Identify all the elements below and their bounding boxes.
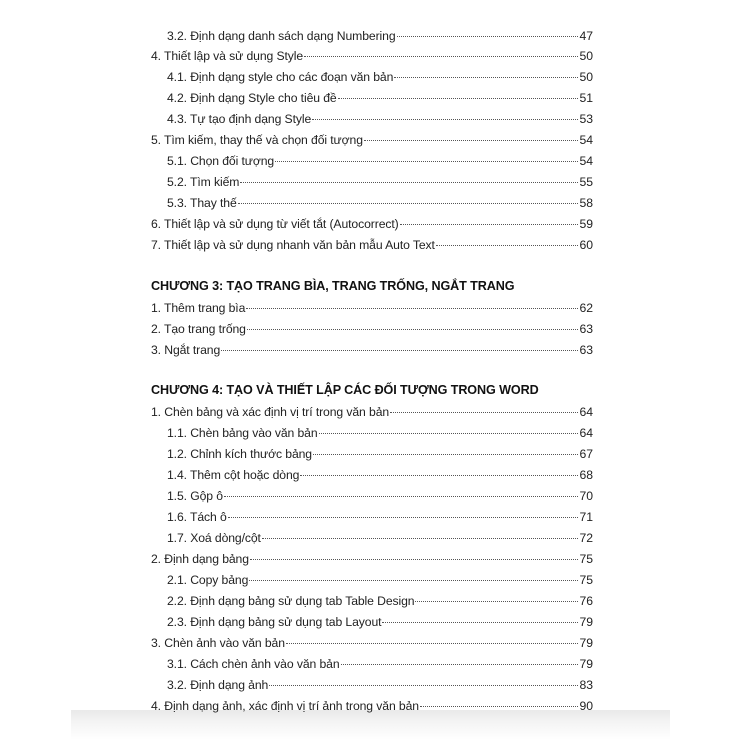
toc-entry-page-number: 60 <box>579 238 593 252</box>
toc-dot-leader <box>415 600 578 602</box>
toc-dot-leader <box>319 432 579 434</box>
toc-entry <box>151 551 593 567</box>
toc-entry-title: 7. Thiết lập và sử dụng nhanh văn bản mẫu Auto Text <box>151 238 435 252</box>
toc-entry-page-number: 63 <box>579 343 593 357</box>
toc-entry-title: 2. Tạo trang trống <box>151 322 246 336</box>
toc-entry-page-number: 62 <box>579 301 593 315</box>
toc-entry <box>167 425 593 441</box>
toc-entry-title: 1. Chèn bảng và xác định vị trí trong văn bản <box>151 405 390 419</box>
toc-dot-leader <box>390 411 578 413</box>
toc-entry-title: 2.2. Định dạng bảng sử dụng tab Table Design <box>167 594 415 608</box>
toc-dot-leader <box>246 307 578 309</box>
toc-entry-page-number: 55 <box>579 175 593 189</box>
toc-entry-title: 1. Thêm trang bìa <box>151 301 246 315</box>
toc-entry-title: 4.3. Tự tạo định dạng Style <box>167 112 312 126</box>
toc-entry-page-number: 54 <box>579 154 593 168</box>
toc-entry-page-number: 76 <box>579 594 593 608</box>
toc-dot-leader <box>269 684 578 686</box>
toc-entry-page-number: 67 <box>579 447 593 461</box>
toc-dot-leader <box>420 705 578 707</box>
toc-entry <box>167 488 593 504</box>
toc-entry-page-number: 75 <box>579 552 593 566</box>
toc-entry-title: 2. Định dạng bảng <box>151 552 249 566</box>
toc-entry-page-number: 71 <box>579 510 593 524</box>
toc-entry-page-number: 64 <box>579 426 593 440</box>
toc-entry <box>167 111 593 127</box>
toc-entry-title: 3. Ngắt trang <box>151 343 221 357</box>
toc-entry <box>167 593 593 609</box>
toc-entry <box>151 635 593 651</box>
toc-entry-page-number: 50 <box>579 70 593 84</box>
toc-entry <box>151 404 593 420</box>
toc-dot-leader <box>313 453 578 455</box>
toc-dot-leader <box>436 244 579 246</box>
toc-dot-leader <box>341 663 579 665</box>
toc-entry-title: 4. Thiết lập và sử dụng Style <box>151 49 304 63</box>
toc-entry-title: 6. Thiết lập và sử dụng từ viết tắt (Autocorrect) <box>151 217 399 231</box>
toc-entry-page-number: 79 <box>579 615 593 629</box>
toc-entry-page-number: 51 <box>579 91 593 105</box>
toc-dot-leader <box>397 35 579 37</box>
toc-entry-page-number: 70 <box>579 489 593 503</box>
toc-dot-leader <box>364 139 579 141</box>
toc-entry <box>167 467 593 483</box>
toc-entry <box>167 174 593 190</box>
toc-entry-page-number: 59 <box>579 217 593 231</box>
toc-entry-page-number: 47 <box>579 29 593 43</box>
toc-dot-leader <box>312 118 578 120</box>
toc-entry-title: 5.2. Tìm kiếm <box>167 175 240 189</box>
toc-entry-page-number: 79 <box>579 657 593 671</box>
toc-entry-title: 1.6. Tách ô <box>167 510 227 524</box>
chapter-3-heading: CHƯƠNG 3: TẠO TRANG BÌA, TRANG TRỐNG, NGẮT TRANG <box>151 279 515 293</box>
toc-entry-title: 4.1. Định dạng style cho các đoạn văn bản <box>167 70 394 84</box>
toc-entry-title: 5.1. Chọn đối tượng <box>167 154 275 168</box>
toc-dot-leader <box>300 474 578 476</box>
toc-entry-title: 5. Tìm kiếm, thay thế và chọn đối tượng <box>151 133 363 147</box>
toc-entry <box>167 446 593 462</box>
toc-entry <box>151 300 593 316</box>
toc-entry <box>167 153 593 169</box>
toc-entry-title: 4. Định dạng ảnh, xác định vị trí ảnh trong văn bản <box>151 699 419 713</box>
toc-entry-page-number: 90 <box>579 699 593 713</box>
toc-dot-leader <box>249 579 578 581</box>
page-bottom-shadow <box>71 710 670 740</box>
toc-dot-leader <box>394 76 578 78</box>
toc-dot-leader <box>275 160 578 162</box>
toc-entry-title: 1.4. Thêm cột hoặc dòng <box>167 468 300 482</box>
toc-entry <box>167 509 593 525</box>
toc-entry-title: 1.7. Xoá dòng/cột <box>167 531 261 545</box>
toc-dot-leader <box>262 537 579 539</box>
toc-entry <box>151 48 593 64</box>
toc-entry-page-number: 64 <box>579 405 593 419</box>
toc-dot-leader <box>250 558 579 560</box>
toc-entry <box>167 614 593 630</box>
toc-entry-title: 1.5. Gộp ô <box>167 489 223 503</box>
toc-entry <box>167 28 593 44</box>
toc-entry-title: 1.1. Chèn bảng vào văn bản <box>167 426 318 440</box>
toc-entry <box>151 321 593 337</box>
toc-entry <box>151 698 593 714</box>
toc-entry-title: 3.2. Định dạng danh sách dạng Numbering <box>167 29 396 43</box>
toc-entry <box>151 216 593 232</box>
toc-entry-page-number: 72 <box>579 531 593 545</box>
toc-dot-leader <box>286 642 579 644</box>
toc-entry <box>167 195 593 211</box>
toc-entry-page-number: 79 <box>579 636 593 650</box>
toc-entry-page-number: 53 <box>579 112 593 126</box>
toc-entry-page-number: 83 <box>579 678 593 692</box>
toc-dot-leader <box>247 328 579 330</box>
toc-entry-page-number: 75 <box>579 573 593 587</box>
toc-entry-title: 3.1. Cách chèn ảnh vào văn bản <box>167 657 340 671</box>
toc-dot-leader <box>338 97 579 99</box>
toc-entry <box>151 342 593 358</box>
toc-entry-page-number: 50 <box>579 49 593 63</box>
toc-dot-leader <box>221 349 578 351</box>
toc-dot-leader <box>382 621 578 623</box>
toc-entry <box>167 90 593 106</box>
toc-entry-title: 1.2. Chỉnh kích thước bảng <box>167 447 312 461</box>
toc-entry <box>167 69 593 85</box>
toc-entry-page-number: 68 <box>579 468 593 482</box>
toc-entry <box>167 530 593 546</box>
toc-dot-leader <box>400 223 579 225</box>
toc-entry-title: 3.2. Định dạng ảnh <box>167 678 269 692</box>
toc-dot-leader <box>240 181 578 183</box>
toc-entry-title: 5.3. Thay thế <box>167 196 237 210</box>
toc-entry-page-number: 58 <box>579 196 593 210</box>
chapter-4-heading: CHƯƠNG 4: TẠO VÀ THIẾT LẬP CÁC ĐỐI TƯỢNG TRONG WORD <box>151 383 539 397</box>
toc-entry <box>167 656 593 672</box>
toc-dot-leader <box>238 202 579 204</box>
toc-dot-leader <box>228 516 579 518</box>
toc-entry-page-number: 54 <box>579 133 593 147</box>
toc-entry <box>151 237 593 253</box>
toc-entry-title: 3. Chèn ảnh vào văn bản <box>151 636 285 650</box>
toc-entry-page-number: 63 <box>579 322 593 336</box>
toc-entry-title: 2.1. Copy bảng <box>167 573 249 587</box>
toc-entry <box>151 132 593 148</box>
toc-entry-title: 2.3. Định dạng bảng sử dụng tab Layout <box>167 615 382 629</box>
toc-entry <box>167 572 593 588</box>
toc-entry-title: 4.2. Định dạng Style cho tiêu đề <box>167 91 337 105</box>
toc-entry <box>167 677 593 693</box>
toc-dot-leader <box>304 55 578 57</box>
toc-dot-leader <box>224 495 579 497</box>
